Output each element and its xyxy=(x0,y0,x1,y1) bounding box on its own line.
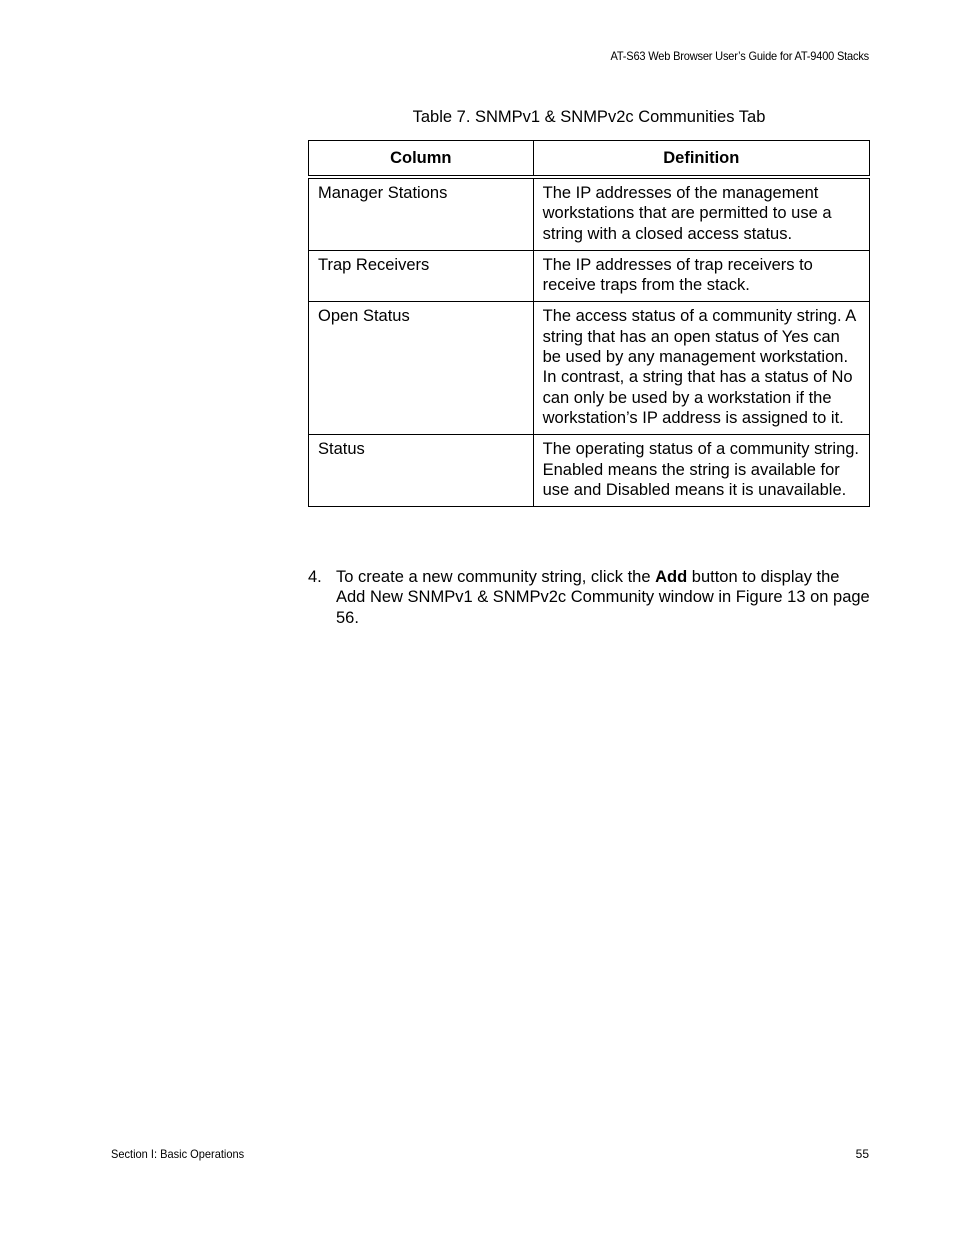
row-definition: The access status of a community string. A string that has an open status of Yes can be used by any management workstation. In contrast, a string that has a status of No can only be used by a workstation if the workstation’s IP address is assigned to it. xyxy=(533,302,869,435)
page-number: 55 xyxy=(855,1147,869,1161)
table-header-row xyxy=(309,141,870,178)
communities-tab-table xyxy=(308,140,870,507)
step-text-after: button to display the Add New SNMPv1 & SNMPv2c Community window in Figure 13 on page 56. xyxy=(336,568,870,627)
table-row xyxy=(309,177,870,250)
row-definition: The operating status of a community string. Enabled means the string is available for use and Disabled means it is unavailable. xyxy=(533,435,869,507)
procedure-step xyxy=(308,567,870,628)
step-number: 4. xyxy=(308,568,322,586)
row-definition: The IP addresses of the management workstations that are permitted to use a string with a closed access status. xyxy=(533,177,869,250)
row-column-name: Open Status xyxy=(309,302,534,435)
table-caption: Table 7. SNMPv1 & SNMPv2c Communities Tab xyxy=(412,108,766,126)
footer-section: Section I: Basic Operations xyxy=(111,1147,245,1161)
table-row xyxy=(309,250,870,302)
table-row xyxy=(309,302,870,435)
row-definition: The IP addresses of trap receivers to receive traps from the stack. xyxy=(533,250,869,302)
definition-header: Definition xyxy=(533,141,869,178)
table-row xyxy=(309,435,870,507)
row-column-name: Manager Stations xyxy=(309,177,534,250)
row-column-name: Trap Receivers xyxy=(309,250,534,302)
running-header: AT-S63 Web Browser User’s Guide for AT-9400 Stacks xyxy=(610,49,869,63)
column-header: Column xyxy=(309,141,534,178)
step-text-before: To create a new community string, click the xyxy=(336,568,656,586)
row-column-name: Status xyxy=(309,435,534,507)
add-button-reference: Add xyxy=(655,568,688,586)
step-text xyxy=(336,567,870,628)
